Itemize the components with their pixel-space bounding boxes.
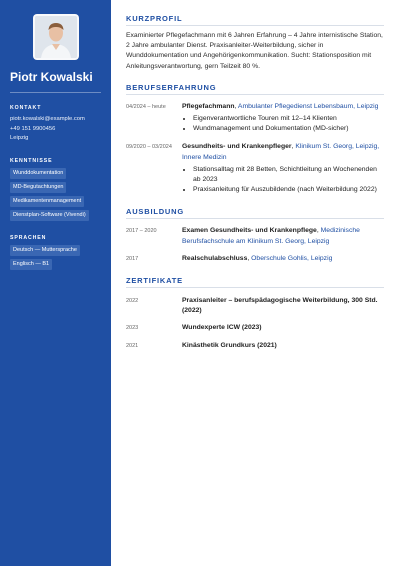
entry-date: 2023	[126, 325, 139, 332]
profile-heading: KURZPROFIL	[126, 14, 384, 26]
entry-date: 04/2024 – heute	[126, 103, 166, 110]
contact-phone[interactable]: +49 151 9900456	[10, 125, 56, 132]
entry-org: Oberschule Gohlis, Leipzig	[251, 254, 333, 262]
profile-text: Examinierter Pflegefachmann mit 6 Jahren Erfahrung – 4 Jahre internistische Station, 2 Jahre ambulanter Dienst. Praxisanleiter-Weiterbildung, sicher in Wunddokumentation und Angehörigenkommunikation. Sucht: Stationsposition mit Anleitungsverantwortung, gern Teilzeit 80 %.	[126, 32, 383, 70]
entry-role: Gesundheits- und Krankenpfleger	[182, 143, 292, 151]
bullet-item: • Stationsalltag mit 28 Betten, Schichtleitung an Wochenenden ab 2023	[193, 165, 384, 185]
certificate-entry	[126, 341, 384, 351]
entry-org: Klinikum St. Georg, Leipzig, Innere Medizin	[182, 143, 380, 161]
skill-tag: Medikamentenmanagement	[10, 196, 84, 207]
entry-role: Realschulabschluss	[182, 254, 248, 262]
contact-email[interactable]: piotr.kowalski@example.com	[10, 116, 85, 122]
entry-date: 09/2020 – 03/2024	[126, 144, 172, 151]
languages-list	[10, 245, 101, 270]
sidebar	[0, 0, 111, 566]
skills-list	[10, 168, 101, 221]
entry-role: Examen Gesundheits- und Krankenpflege	[182, 227, 317, 235]
person-name: Piotr Kowalski	[10, 70, 93, 84]
language-tag: Deutsch — Muttersprache	[10, 245, 80, 256]
language-tag: Englisch — B1	[10, 259, 52, 270]
entry-date: 2022	[126, 298, 139, 305]
education-entry: 2017 Realschulabschluss, Oberschule Gohlis, Leipzig	[126, 254, 384, 264]
certificate-entry	[126, 323, 384, 333]
entry-date: 2017 – 2020	[126, 228, 157, 235]
entry-org: Medizinische Berufsfachschule am Klinikum St. Georg, Leipzig	[182, 227, 360, 245]
experience-heading: BERUFSERFAHRUNG	[126, 83, 384, 95]
sidebar-divider	[10, 92, 101, 93]
certificates-heading: ZERTIFIKATE	[126, 276, 384, 288]
entry-role: Pflegefachmann	[182, 102, 235, 110]
entry-date: 2021	[126, 342, 139, 349]
bullet-item: • Eigenverantwortliche Touren mit 12–14 Klienten	[193, 114, 384, 124]
entry-role: Wundexperte ICW (2023)	[182, 324, 262, 332]
contact-city: Leipzig	[10, 135, 29, 141]
languages-heading: SPRACHEN	[10, 234, 47, 241]
bullet-item: • Praxisanleitung für Auszubildende (nach Weiterbildung 2022)	[193, 185, 384, 195]
skill-tag: Wunddokumentation	[10, 168, 66, 179]
experience-entry: 09/2020 – 03/2024 Gesundheits- und Krankenpfleger, Klinikum St. Georg, Leipzig, Innere Medizin • Stationsalltag mit 28 Betten, Schichtleitung an Wochenenden ab 2023 • Praxisanleitung für Auszubildende (nach Weiterbildung 2022)	[126, 142, 384, 195]
entry-role: Kinästhetik Grundkurs (2021)	[182, 341, 277, 349]
education-heading: AUSBILDUNG	[126, 207, 384, 219]
contact-heading: KONTAKT	[10, 105, 42, 111]
entry-bullets	[193, 114, 384, 134]
education-entry: 2017 – 2020 Examen Gesundheits- und Krankenpflege, Medizinische Berufsfachschule am Klinikum St. Georg, Leipzig	[126, 226, 384, 246]
experience-entry: 04/2024 – heute Pflegefachmann, Ambulanter Pflegedienst Lebensbaum, Leipzig • Eigenverantwortliche Touren mit 12–14 Klienten • Wundmanagement und Dokumentation (MD-sicher)	[126, 102, 384, 135]
main-content	[126, 14, 384, 351]
entry-role: Praxisanleiter – berufspädagogische Weiterbildung, 300 Std. (2022)	[182, 297, 378, 315]
entry-date: 2017	[126, 255, 139, 262]
bullet-item: • Wundmanagement und Dokumentation (MD-sicher)	[193, 124, 384, 134]
profile-photo	[33, 14, 79, 60]
entry-org: Ambulanter Pflegedienst Lebensbaum, Leipzig	[237, 102, 379, 110]
skills-heading: KENNTNISSE	[10, 157, 53, 164]
certificate-entry	[126, 296, 384, 316]
skill-tag: Dienstplan-Software (Vivendi)	[10, 210, 89, 221]
entry-bullets	[193, 165, 384, 196]
skill-tag: MD-Begutachtungen	[10, 182, 66, 193]
